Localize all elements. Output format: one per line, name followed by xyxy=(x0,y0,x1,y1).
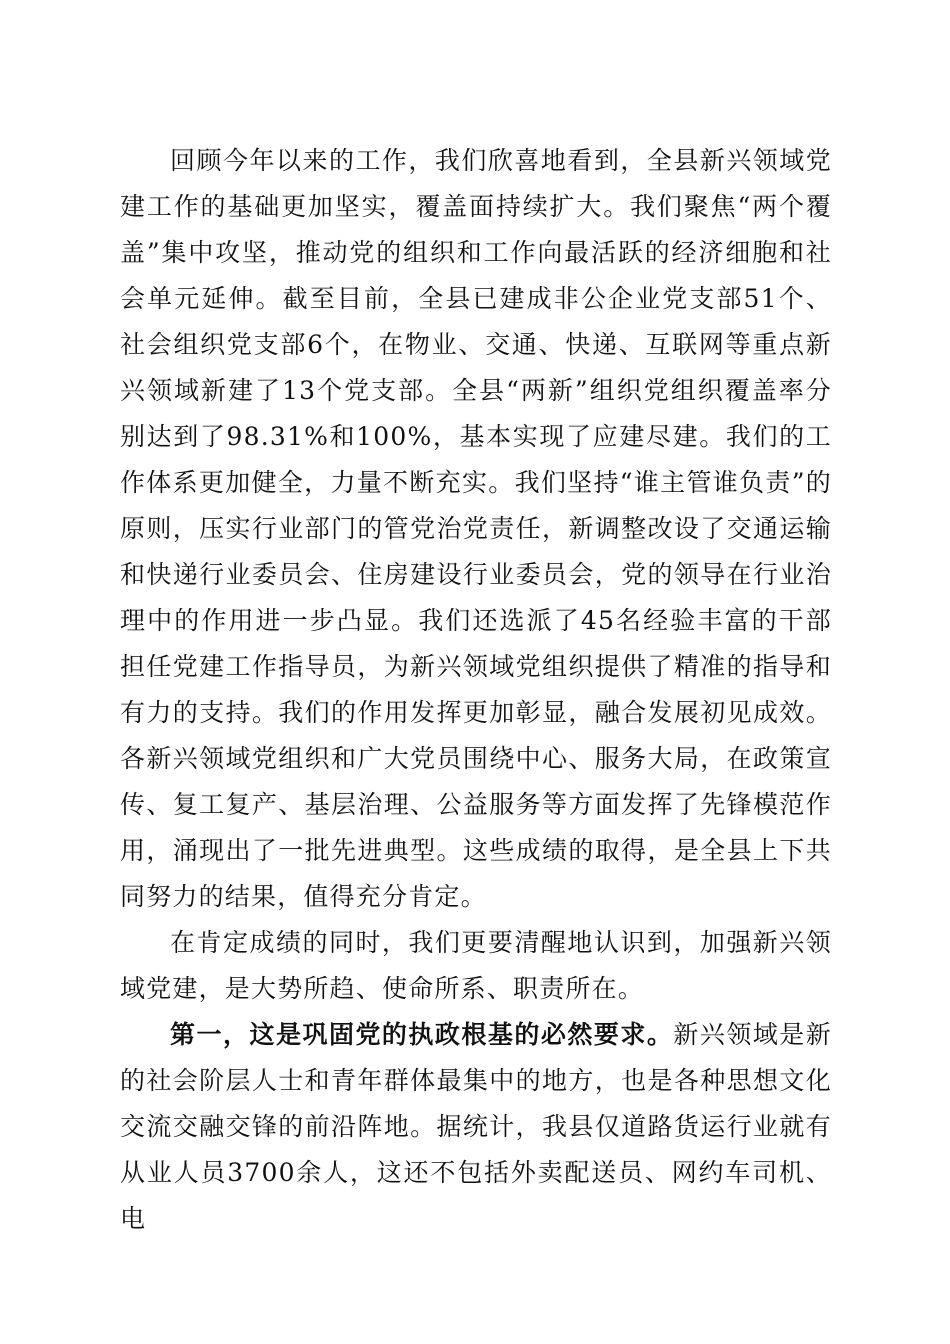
paragraph-text: 在肯定成绩的同时，我们更要清醒地认识到，加强新兴领域党建，是大势所趋、使命所系、职责所在。 xyxy=(120,928,832,1003)
paragraph-recognition xyxy=(120,920,832,1012)
paragraph-text: 新兴领域是新的社会阶层人士和青年群体最集中的地方，也是各种思想文化交流交融交锋的前沿阵地。据统计，我县仅道路货运行业就有从业人员3700余人，这还不包括外卖配送员、网约车司机、电 xyxy=(120,1020,832,1233)
paragraph-text: 回顾今年以来的工作，我们欣喜地看到，全县新兴领域党建工作的基础更加坚实，覆盖面持续扩大。我们聚焦“两个覆盖”集中攻坚，推动党的组织和工作向最活跃的经济细胞和社会单元延伸。截至目前，全县已建成非公企业党支部51个、社会组织党支部6个，在物业、交通、快递、互联网等重点新兴领域新建了13个党支部。全县“两新”组织党组织覆盖率分别达到了98.31%和100%，基本实现了应建尽建。我们的工作体系更加健全，力量不断充实。我们坚持“谁主管谁负责”的原则，压实行业部门的管党治党责任，新调整改设了交通运输和快递行业委员会、住房建设行业委员会，党的领导在行业治理中的作用进一步凸显。我们还选派了45名经验丰富的干部担任党建工作指导员，为新兴领域党组织提供了精准的指导和有力的支持。我们的作用发挥更加彰显，融合发展初见成效。各新兴领域党组织和广大党员围绕中心、服务大局，在政策宣传、复工复产、基层治理、公益服务等方面发挥了先锋模范作用，涌现出了一批先进典型。这些成绩的取得，是全县上下共同努力的结果，值得充分肯定。 xyxy=(120,146,832,911)
paragraph-point-one xyxy=(120,1012,832,1242)
paragraph-review xyxy=(120,138,832,920)
paragraph-lead: 第一，这是巩固党的执政根基的必然要求。 xyxy=(170,1020,674,1049)
document-body xyxy=(120,138,832,1242)
